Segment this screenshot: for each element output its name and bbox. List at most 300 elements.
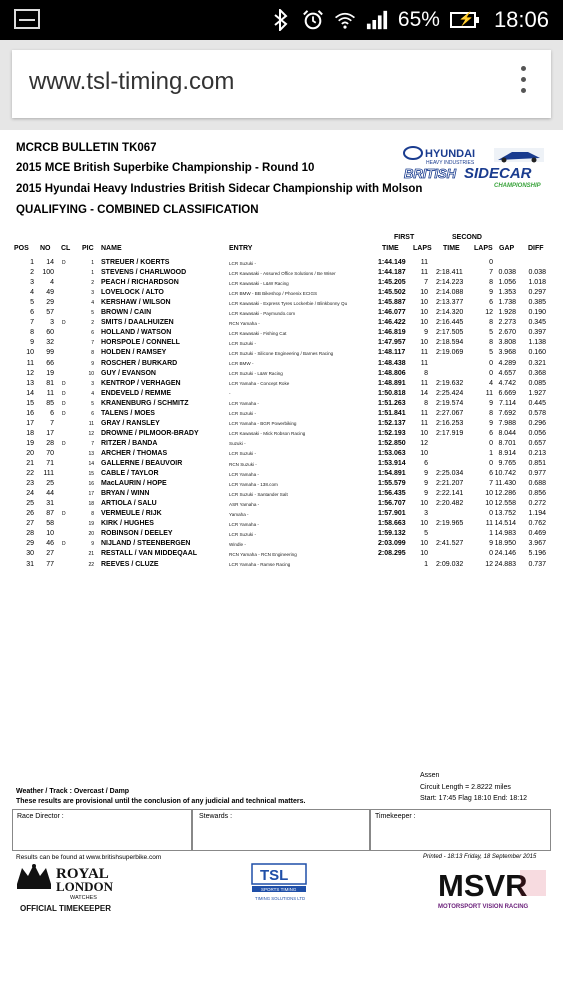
- row-second-time: 2:16.445: [436, 319, 464, 327]
- row-first-laps: 11: [420, 379, 428, 387]
- col-no: NO: [40, 245, 51, 252]
- row-second-time: 2:27.067: [436, 409, 464, 417]
- row-first-laps: 9: [424, 490, 428, 498]
- row-pos: 16: [26, 409, 34, 417]
- row-pic: 11: [88, 420, 94, 427]
- row-second-time: 2:25.034: [436, 470, 464, 478]
- row-pic: 6: [91, 330, 94, 337]
- row-first-time: 1:48.438: [378, 359, 406, 367]
- row-second-laps: 10: [485, 490, 493, 498]
- url-text[interactable]: www.tsl-timing.com: [29, 68, 235, 95]
- row-first-time: 1:45.502: [378, 289, 406, 297]
- row-first-laps: 1: [424, 560, 428, 568]
- row-second-time: 2:16.253: [436, 419, 464, 427]
- table-row: [0, 470, 563, 480]
- row-second-laps: 11: [485, 520, 493, 528]
- row-crew: KERSHAW / WILSON: [101, 299, 171, 307]
- row-pos: 4: [30, 289, 34, 297]
- row-first-laps: 14: [420, 389, 428, 397]
- row-gap: 1.056: [498, 279, 516, 287]
- row-number: 99: [46, 349, 54, 357]
- row-second-time: 2:09.032: [436, 560, 464, 568]
- row-pos: 9: [30, 339, 34, 347]
- row-second-laps: 0: [489, 259, 493, 266]
- row-pic: 4: [91, 390, 94, 397]
- row-entry: Yamaha -: [229, 511, 249, 517]
- row-pic: 6: [91, 410, 94, 417]
- row-second-time: 2:19.574: [436, 399, 464, 407]
- table-row: [0, 259, 563, 269]
- row-diff: 0.397: [528, 329, 546, 337]
- row-second-time: 2:18.411: [436, 269, 463, 277]
- table-row: [0, 299, 563, 309]
- row-crew: ARCHER / THOMAS: [101, 449, 168, 457]
- row-first-laps: 5: [424, 530, 428, 538]
- row-diff: 0.737: [528, 560, 546, 568]
- row-diff: 1.138: [528, 339, 546, 347]
- row-first-laps: 9: [424, 480, 428, 488]
- row-second-laps: 9: [489, 289, 493, 297]
- row-pic: 9: [91, 541, 94, 548]
- row-second-time: 2:19.069: [436, 349, 464, 357]
- row-first-laps: 8: [424, 369, 428, 377]
- row-number: 57: [46, 309, 54, 317]
- row-diff: 0.190: [528, 309, 546, 317]
- table-row: [0, 339, 563, 349]
- row-entry: LCR Suzuki -: [229, 340, 257, 346]
- row-first-time: 1:44.187: [378, 269, 406, 277]
- row-crew: MacLAURIN / HOPE: [101, 480, 167, 488]
- row-pic: 4: [91, 300, 94, 307]
- row-crew: REEVES / CLUZE: [101, 560, 159, 568]
- row-number: 7: [50, 419, 54, 427]
- row-entry: LCR BMW - BB Bikeshop / Phoenix ECIGS: [229, 290, 318, 296]
- row-crew: TALENS / MOES: [101, 409, 155, 417]
- row-crew: CABLE / TAYLOR: [101, 470, 159, 478]
- screenshot-icon: [14, 9, 40, 29]
- row-diff: 0.038: [528, 269, 546, 277]
- printed-timestamp: Printed - 18:13 Friday, 18 September 2015: [423, 854, 537, 860]
- row-number: 17: [46, 429, 54, 437]
- row-first-laps: 10: [420, 429, 428, 437]
- row-number: 60: [46, 329, 54, 337]
- row-class: D: [62, 541, 66, 548]
- row-first-laps: 11: [420, 269, 428, 277]
- row-first-time: 1:46.819: [378, 329, 406, 337]
- row-diff: 0.578: [528, 409, 546, 417]
- row-first-time: 1:57.901: [378, 510, 406, 518]
- row-second-laps: 0: [489, 460, 493, 467]
- row-diff: 5.196: [528, 550, 546, 558]
- battery-percent: 65%: [397, 8, 440, 31]
- row-entry: RCN Suzuki -: [229, 461, 257, 467]
- row-diff: 0.160: [528, 349, 546, 357]
- col-pos: POS: [14, 245, 29, 252]
- wifi-icon: [334, 9, 356, 31]
- row-gap: 7.692: [498, 409, 516, 417]
- table-row: [0, 279, 563, 289]
- row-first-laps: 6: [424, 460, 428, 467]
- row-diff: 0.297: [528, 289, 546, 297]
- row-gap: 4.289: [498, 359, 516, 367]
- session-title: QUALIFYING - COMBINED CLASSIFICATION: [16, 204, 259, 216]
- table-row: [0, 319, 563, 329]
- row-first-laps: 10: [420, 309, 428, 317]
- row-pic: 12: [88, 430, 94, 437]
- svg-text:HYUNDAI: HYUNDAI: [425, 148, 476, 160]
- row-pos: 13: [26, 379, 34, 387]
- row-pos: 6: [30, 309, 34, 317]
- row-first-laps: 3: [424, 510, 428, 518]
- row-first-time: 1:46.077: [378, 309, 406, 317]
- row-diff: 0.272: [528, 500, 546, 508]
- row-entry: LCR Suzuki -: [229, 411, 257, 417]
- row-diff: 1.194: [528, 510, 546, 518]
- tsl-timing-logo: [248, 862, 310, 904]
- results-url: Results can be found at www.britishsuperbike.com: [16, 854, 162, 861]
- col-pic: PIC: [82, 245, 94, 252]
- row-first-time: 1:56.707: [378, 500, 406, 508]
- row-first-laps: 12: [420, 439, 428, 447]
- row-crew: GUY / EVANSON: [101, 369, 156, 377]
- col-entry: ENTRY: [229, 245, 253, 252]
- svg-text:MSVR: MSVR: [438, 868, 528, 903]
- row-crew: BRYAN / WINN: [101, 490, 150, 498]
- row-diff: 0.056: [528, 429, 546, 437]
- url-bar[interactable]: [12, 50, 551, 118]
- row-second-time: 2:13.377: [436, 299, 464, 307]
- row-crew: GALLERNE / BEAUVOIR: [101, 460, 183, 467]
- row-second-laps: 12: [485, 309, 493, 317]
- row-gap: 0.038: [498, 269, 516, 277]
- row-second-laps: 6: [489, 429, 493, 437]
- svg-text:HEAVY INDUSTRIES: HEAVY INDUSTRIES: [426, 160, 475, 166]
- row-number: 44: [46, 490, 54, 498]
- row-diff: 0.851: [528, 460, 546, 467]
- row-second-laps: 0: [489, 510, 493, 518]
- row-pic: 8: [91, 350, 94, 357]
- row-second-time: 2:21.207: [436, 480, 464, 488]
- row-second-time: 2:18.594: [436, 339, 464, 347]
- row-second-laps: 4: [489, 379, 493, 387]
- row-gap: 12.286: [494, 490, 516, 498]
- table-row: [0, 349, 563, 359]
- row-entry: LCR Yamaha - BGR Powerbiking: [229, 421, 297, 427]
- row-pos: 8: [30, 329, 34, 337]
- row-pos: 21: [26, 460, 34, 467]
- svg-text:CHAMPIONSHIP: CHAMPIONSHIP: [494, 183, 541, 189]
- row-number: 70: [46, 449, 54, 457]
- table-row: [0, 561, 563, 571]
- col-gap: GAP: [499, 245, 515, 252]
- row-pos: 28: [26, 530, 34, 538]
- row-first-laps: 10: [420, 540, 428, 548]
- circuit-name: Assen: [420, 772, 440, 779]
- row-entry: LCR Suzuki -: [229, 260, 257, 266]
- row-pos: 26: [26, 510, 34, 518]
- table-row: [0, 460, 563, 470]
- svg-text:OFFICIAL TIMEKEEPER: OFFICIAL TIMEKEEPER: [20, 904, 111, 913]
- row-diff: 0.762: [528, 520, 546, 528]
- royal-london-logo: [14, 860, 134, 920]
- row-number: 87: [46, 510, 54, 518]
- row-class: D: [62, 440, 66, 447]
- row-pos: 11: [26, 359, 34, 367]
- row-number: 6: [50, 409, 54, 417]
- row-pos: 23: [26, 480, 34, 488]
- row-diff: 0.321: [528, 359, 546, 367]
- row-second-time: 2:19.965: [436, 520, 464, 528]
- row-gap: 8.044: [498, 429, 516, 437]
- row-pic: 18: [88, 501, 94, 508]
- row-crew: ENDEVELD / REMME: [101, 389, 172, 397]
- row-number: 71: [46, 460, 54, 467]
- row-number: 58: [46, 520, 54, 528]
- table-row: [0, 289, 563, 299]
- weather-track: Weather / Track : Overcast / Damp: [16, 788, 130, 795]
- championship-line-1: 2015 MCE British Superbike Championship - Round 10: [16, 162, 315, 174]
- row-pos: 25: [26, 500, 34, 508]
- row-pos: 31: [26, 560, 34, 568]
- row-first-time: 1:52.850: [378, 439, 406, 447]
- row-number: 14: [46, 259, 54, 266]
- row-second-time: 2:14.223: [436, 279, 464, 287]
- row-first-laps: 9: [424, 329, 428, 337]
- row-entry: ASR Yamaha -: [229, 501, 260, 507]
- row-pic: 2: [91, 320, 94, 327]
- row-number: 29: [46, 299, 54, 307]
- row-pic: 14: [88, 461, 94, 467]
- row-crew: SMITS / DAALHUIZEN: [101, 319, 174, 327]
- svg-text:TIMING SOLUTIONS LTD: TIMING SOLUTIONS LTD: [255, 896, 306, 901]
- row-entry: LCR Yamaha - Ramse Racing: [229, 562, 291, 567]
- battery-icon: ⚡: [450, 12, 476, 28]
- row-pos: 17: [26, 419, 34, 427]
- row-diff: 0.445: [528, 399, 546, 407]
- row-number: 46: [46, 540, 54, 548]
- row-entry: LCR Yamaha -: [229, 521, 259, 527]
- table-row: [0, 510, 563, 520]
- row-number: 77: [46, 560, 54, 568]
- row-second-laps: 11: [485, 389, 493, 397]
- row-number: 10: [46, 530, 54, 538]
- row-crew: PEACH / RICHARDSON: [101, 279, 179, 287]
- svg-text:WATCHES: WATCHES: [70, 895, 97, 901]
- row-first-time: 1:55.579: [378, 480, 406, 488]
- row-pic: 7: [91, 340, 94, 347]
- row-first-laps: 11: [420, 359, 428, 367]
- row-pos: 1: [30, 259, 34, 266]
- row-second-time: 2:22.141: [436, 490, 464, 498]
- row-crew: HOLLAND / WATSON: [101, 329, 172, 337]
- row-crew: STREUER / KOERTS: [101, 259, 170, 266]
- table-row: [0, 540, 563, 550]
- table-row: [0, 430, 563, 440]
- race-director-label: Race Director :: [17, 813, 64, 820]
- row-entry: LCR Yamaha - 138.com: [229, 481, 278, 487]
- row-first-time: 1:53.914: [378, 460, 406, 467]
- row-class: D: [62, 400, 66, 407]
- col-laps-2: LAPS: [474, 245, 493, 252]
- row-number: 31: [46, 500, 54, 508]
- row-first-time: 1:48.806: [378, 369, 406, 377]
- row-class: D: [62, 260, 66, 266]
- timekeeper-label: Timekeeper :: [375, 813, 416, 820]
- row-second-laps: 10: [485, 500, 493, 508]
- row-first-time: 1:47.957: [378, 339, 406, 347]
- signal-icon: [366, 9, 388, 31]
- table-row: [0, 269, 563, 279]
- row-entry: LCR Yamaha -: [229, 471, 259, 477]
- row-entry: LCR Yamaha - Concept Roke: [229, 381, 290, 387]
- row-crew: ROSCHER / BURKARD: [101, 359, 178, 367]
- row-crew: VERMEULE / RIJK: [101, 510, 162, 518]
- row-first-laps: 10: [420, 550, 428, 558]
- col-diff: DIFF: [528, 245, 544, 252]
- status-bar: [0, 0, 563, 40]
- row-first-time: 2:03.099: [378, 540, 406, 548]
- row-second-laps: 0: [489, 439, 493, 447]
- row-second-time: 2:17.505: [436, 329, 464, 337]
- row-first-laps: 10: [420, 520, 428, 528]
- row-pos: 18: [26, 429, 34, 437]
- svg-text:MOTORSPORT VISION RACING: MOTORSPORT VISION RACING: [438, 904, 529, 910]
- row-number: 4: [50, 279, 54, 287]
- row-diff: 1.018: [528, 279, 546, 287]
- row-first-time: 1:50.818: [378, 389, 406, 397]
- row-class: D: [62, 380, 66, 387]
- row-pos: 29: [26, 540, 34, 548]
- row-second-laps: 6: [489, 299, 493, 307]
- row-gap: 8.701: [498, 439, 516, 447]
- row-second-laps: 5: [489, 329, 493, 337]
- row-gap: 1.353: [498, 289, 516, 297]
- row-pic: 7: [91, 440, 94, 447]
- row-first-time: 1:48.117: [378, 349, 406, 357]
- row-gap: 6.669: [498, 389, 516, 397]
- row-first-laps: 10: [420, 339, 428, 347]
- row-diff: 0.856: [528, 490, 546, 498]
- row-pos: 10: [26, 349, 34, 357]
- row-pos: 14: [26, 389, 34, 397]
- stewards-box: [192, 809, 370, 851]
- row-entry: LCR Kawasaki - Express Tyres Lockerbie / Blinkbonny Qu: [229, 300, 348, 306]
- results-document: [0, 130, 563, 1000]
- row-pic: 17: [88, 491, 94, 498]
- row-gap: 4.742: [498, 379, 516, 387]
- row-pos: 19: [26, 439, 34, 447]
- col-laps-1: LAPS: [413, 245, 432, 252]
- row-second-laps: 7: [489, 480, 493, 488]
- col-cl: CL: [61, 245, 71, 252]
- row-diff: 0.469: [528, 530, 546, 538]
- row-crew: BROWN / CAIN: [101, 309, 152, 317]
- row-second-time: 2:14.320: [436, 309, 464, 317]
- table-row: [0, 450, 563, 460]
- row-second-time: 2:17.919: [436, 429, 464, 437]
- row-pic: 15: [88, 471, 94, 478]
- row-pos: 15: [26, 399, 34, 407]
- table-row: [0, 440, 563, 450]
- row-gap: 11.430: [495, 480, 516, 488]
- row-second-laps: 1: [489, 449, 493, 457]
- row-number: 85: [46, 399, 54, 407]
- row-pic: 16: [88, 481, 94, 488]
- row-number: 25: [46, 480, 54, 488]
- row-second-laps: 0: [489, 369, 493, 377]
- row-entry: LCR BMW -: [229, 361, 254, 366]
- stewards-label: Stewards :: [199, 813, 233, 820]
- row-diff: 3.967: [528, 540, 546, 548]
- row-gap: 13.752: [494, 510, 516, 518]
- row-pos: 5: [30, 299, 34, 307]
- row-entry: LCR Kawasaki - Fishing Cat: [229, 330, 287, 336]
- row-diff: 0.296: [528, 419, 546, 427]
- row-pic: 22: [88, 561, 94, 568]
- table-row: [0, 520, 563, 530]
- svg-text:TSL: TSL: [260, 867, 289, 884]
- row-entry: LCR Kawasaki - Mick Robson Racing: [229, 431, 306, 437]
- row-number: 49: [46, 289, 54, 297]
- row-pic: 13: [88, 450, 94, 457]
- row-crew: RITZER / BANDA: [101, 439, 158, 447]
- row-number: 100: [42, 269, 54, 277]
- browser-toolbar: [0, 40, 563, 130]
- row-pos: 20: [26, 449, 34, 457]
- row-pic: 5: [91, 310, 94, 317]
- table-row: [0, 480, 563, 490]
- circuit-length: Circuit Length = 2.8222 miles: [420, 784, 511, 791]
- col-second-header: SECOND: [452, 234, 482, 241]
- row-gap: 24.146: [494, 550, 516, 558]
- row-crew: NIJLAND / STEENBERGEN: [101, 540, 191, 548]
- row-entry: -: [229, 391, 231, 397]
- row-gap: 14.983: [494, 530, 516, 538]
- row-crew: ROBINSON / DEELEY: [101, 530, 173, 538]
- row-crew: KRANENBURG / SCHMITZ: [101, 399, 189, 407]
- row-pic: 20: [88, 531, 94, 538]
- row-crew: DROWNE / PILMOOR-BRADY: [101, 429, 199, 437]
- row-pos: 3: [30, 279, 34, 287]
- row-gap: 7.114: [499, 399, 516, 407]
- row-pic: 3: [91, 380, 94, 387]
- row-gap: 1.738: [498, 299, 516, 307]
- row-crew: HORSPOLE / CONNELL: [101, 339, 180, 347]
- row-number: 28: [46, 439, 54, 447]
- row-first-time: 1:45.887: [378, 299, 406, 307]
- row-entry: RCN Yamaha -: [229, 320, 260, 326]
- table-row: [0, 390, 563, 400]
- clock-time: 18:06: [493, 7, 549, 32]
- race-director-box: [12, 809, 192, 851]
- row-first-laps: 10: [420, 319, 428, 327]
- row-pos: 7: [30, 319, 34, 327]
- row-pic: 2: [91, 280, 94, 287]
- row-class: D: [62, 320, 66, 327]
- row-first-time: 1:52.137: [378, 419, 406, 427]
- table-row: [0, 530, 563, 540]
- hyundai-sidecar-logo: [400, 144, 550, 192]
- msvr-logo: [436, 864, 552, 914]
- overflow-menu-icon[interactable]: [521, 66, 529, 93]
- svg-text:BRITISH: BRITISH: [404, 166, 456, 181]
- row-second-laps: 1: [489, 530, 493, 538]
- row-first-time: 1:51.841: [378, 409, 406, 417]
- row-diff: 0.213: [528, 449, 546, 457]
- row-second-laps: 8: [489, 409, 493, 417]
- row-first-time: 1:58.663: [378, 520, 406, 528]
- row-first-laps: 11: [420, 409, 428, 417]
